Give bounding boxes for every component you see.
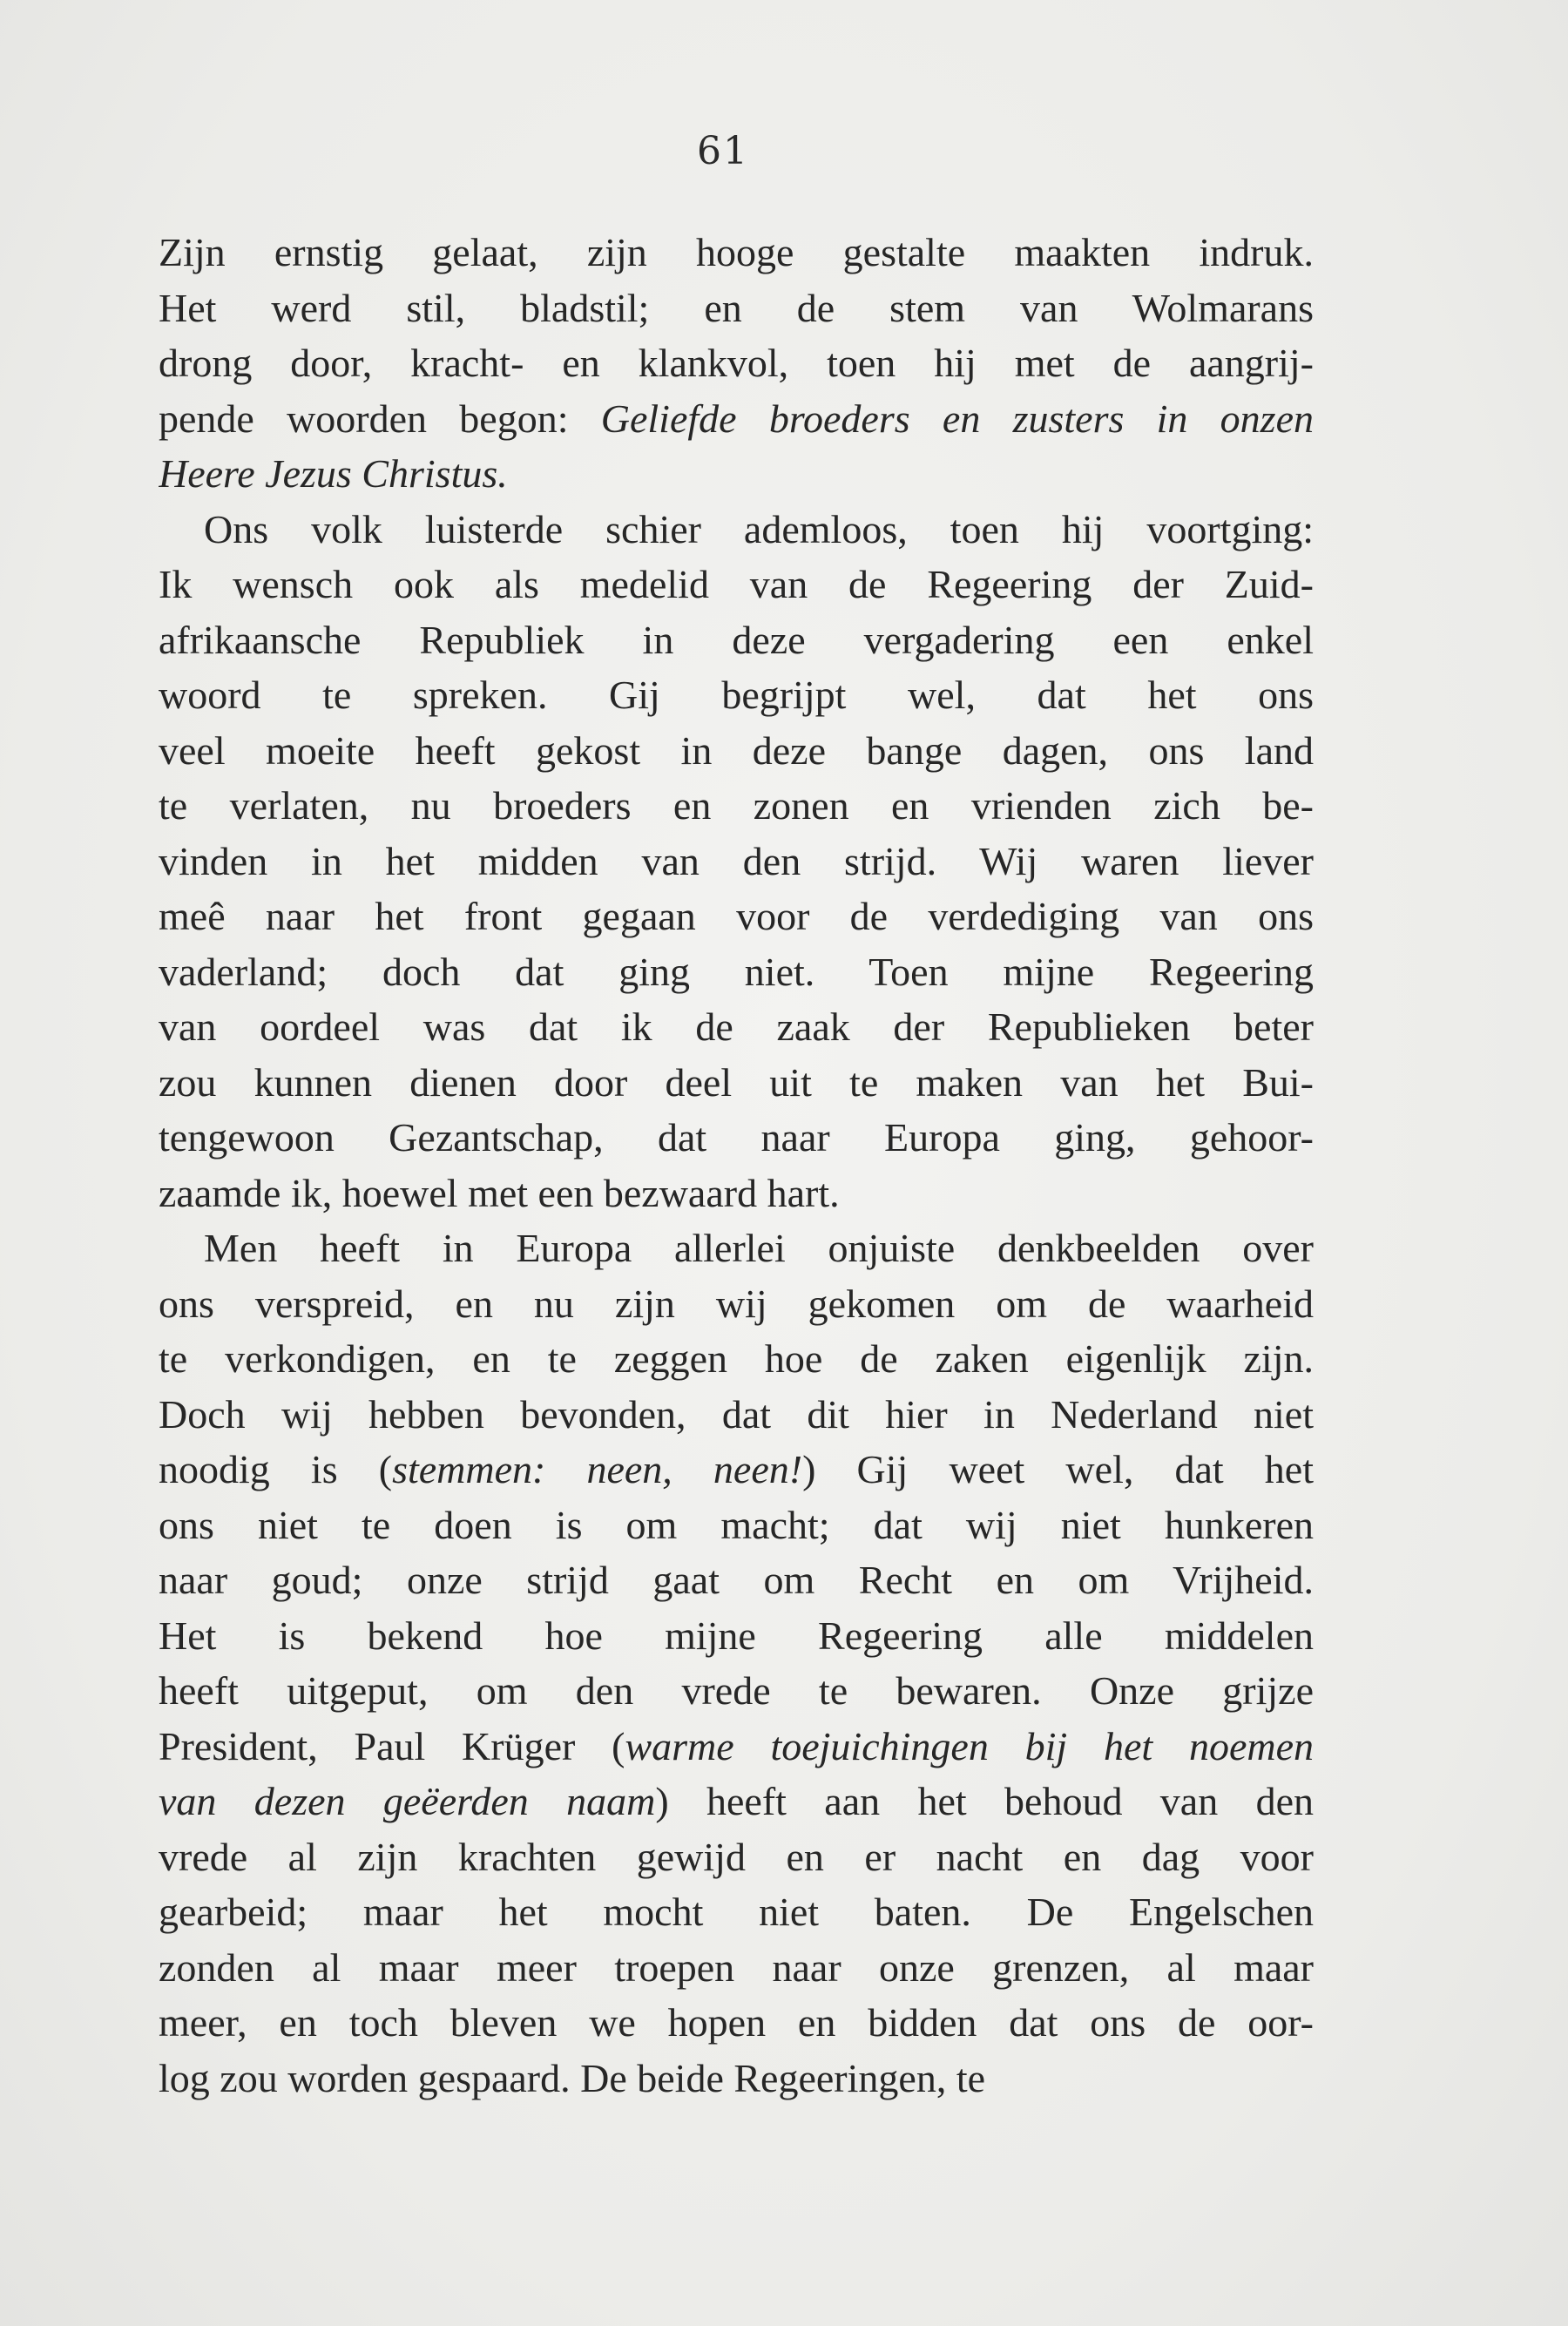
italic-text: stemmen: neen, neen! <box>392 1447 803 1491</box>
text-segment: vrede al zijn krachten gewijd en er nacht en dag voor <box>159 1834 1314 1879</box>
text-line <box>159 834 1314 889</box>
text-segment: ons verspreid, en nu zijn wij gekomen om de waarheid <box>159 1281 1314 1326</box>
text-line <box>159 1110 1314 1166</box>
text-line <box>159 1442 1314 1498</box>
text-segment: afrikaansche Republiek in deze vergadering een enkel <box>159 617 1314 662</box>
text-segment: meer, en toch bleven we hopen en bidden dat ons de oor- <box>159 2000 1314 2045</box>
text-line <box>159 1829 1314 1885</box>
text-segment: ) heeft aan het behoud van den <box>655 1779 1314 1823</box>
text-line <box>159 1884 1314 1940</box>
text-segment: Doch wij hebben bevonden, dat dit hier in Nederland niet <box>159 1391 1314 1437</box>
text-segment: drong door, kracht- en klankvol, toen hij met de aangrij- <box>159 341 1314 385</box>
text-line <box>159 1498 1314 1553</box>
text-segment: Men heeft in Europa allerlei onjuiste denkbeelden over <box>204 1226 1314 1270</box>
text-line <box>159 1608 1314 1664</box>
text-line <box>159 612 1314 668</box>
text-line <box>159 2051 1314 2106</box>
page-number: 61 <box>697 129 749 173</box>
text-segment: naar goud; onze strijd gaat om Recht en om Vrijheid. <box>159 1558 1314 1602</box>
text-line <box>159 667 1314 723</box>
paragraph <box>159 502 1314 1221</box>
text-segment: woord te spreken. Gij begrijpt wel, dat het ons <box>159 673 1314 717</box>
text-line <box>159 723 1314 779</box>
text-segment: te verkondigen, en te zeggen hoe de zaken eigenlijk zijn. <box>159 1336 1314 1381</box>
text-line <box>159 1940 1314 1996</box>
text-line <box>159 889 1314 944</box>
text-segment: te verlaten, nu broeders en zonen en vrienden zich be- <box>159 783 1314 828</box>
text-segment: ) Gij weet wel, dat het <box>802 1447 1314 1491</box>
text-line <box>159 1276 1314 1332</box>
italic-text: Geliefde broeders en zusters in onzen <box>600 396 1314 441</box>
text-segment: Zijn ernstig gelaat, zijn hooge gestalte maakten indruk. <box>159 230 1314 274</box>
text-segment: ons niet te doen is om macht; dat wij niet hunkeren <box>159 1502 1314 1547</box>
text-segment: Het werd stil, bladstil; en de stem van Wolmarans <box>159 285 1314 330</box>
text-line <box>159 778 1314 834</box>
text-segment: zou kunnen dienen door deel uit te maken van het Bui- <box>159 1059 1314 1105</box>
text-line <box>159 999 1314 1055</box>
text-line <box>159 1166 1314 1221</box>
text-segment: gearbeid; maar het mocht niet baten. De Engelschen <box>159 1890 1314 1934</box>
text-line <box>159 1387 1314 1443</box>
text-line <box>159 1719 1314 1775</box>
text-line <box>159 446 1314 502</box>
text-line <box>159 281 1314 336</box>
text-segment: zaamde ik, hoewel met een bezwaard hart. <box>159 1170 840 1215</box>
italic-text: Heere Jezus Christus. <box>159 451 508 496</box>
text-segment: zonden al maar meer troepen naar onze grenzen, al maar <box>159 1944 1314 1990</box>
text-line <box>159 1055 1314 1111</box>
text-segment: van oordeel was dat ik de zaak der Republieken beter <box>159 1004 1314 1049</box>
body-text <box>159 225 1314 2106</box>
text-line <box>159 944 1314 1000</box>
text-line <box>159 1774 1314 1829</box>
text-segment: log zou worden gespaard. De beide Regeeringen, te <box>159 2055 986 2100</box>
text-segment: veel moeite heeft gekost in deze bange dagen, ons land <box>159 727 1314 773</box>
italic-text: warme toejuichingen bij het noemen <box>625 1723 1314 1768</box>
text-line <box>159 225 1314 281</box>
paragraph <box>159 1220 1314 2106</box>
text-segment: meê naar het front gegaan voor de verdediging van ons <box>159 894 1314 938</box>
text-segment: vinden in het midden van den strijd. Wij waren liever <box>159 838 1314 883</box>
text-line <box>159 391 1314 447</box>
text-segment: tengewoon Gezantschap, dat naar Europa ging, gehoor- <box>159 1115 1314 1160</box>
text-segment: pende woorden begon: <box>159 396 601 441</box>
text-segment: Ons volk luisterde schier ademloos, toen hij voortging: <box>204 506 1314 551</box>
text-line <box>159 502 1314 558</box>
text-line <box>159 335 1314 391</box>
paragraph <box>159 225 1314 502</box>
text-line <box>159 557 1314 612</box>
text-segment: President, Paul Krüger ( <box>159 1723 625 1768</box>
text-segment: noodig is ( <box>159 1447 393 1491</box>
text-segment: Het is bekend hoe mijne Regeering alle middelen <box>159 1613 1314 1658</box>
text-segment: Ik wensch ook als medelid van de Regeering der Zuid- <box>159 562 1314 606</box>
italic-text: van dezen geëerden naam <box>159 1779 656 1823</box>
text-line <box>159 1331 1314 1387</box>
text-segment: vaderland; doch dat ging niet. Toen mijne Regeering <box>159 949 1314 994</box>
text-line <box>159 1220 1314 1276</box>
text-segment: heeft uitgeput, om den vrede te bewaren. Onze grijze <box>159 1668 1314 1713</box>
text-line <box>159 1995 1314 2051</box>
text-line <box>159 1663 1314 1719</box>
text-line <box>159 1552 1314 1608</box>
